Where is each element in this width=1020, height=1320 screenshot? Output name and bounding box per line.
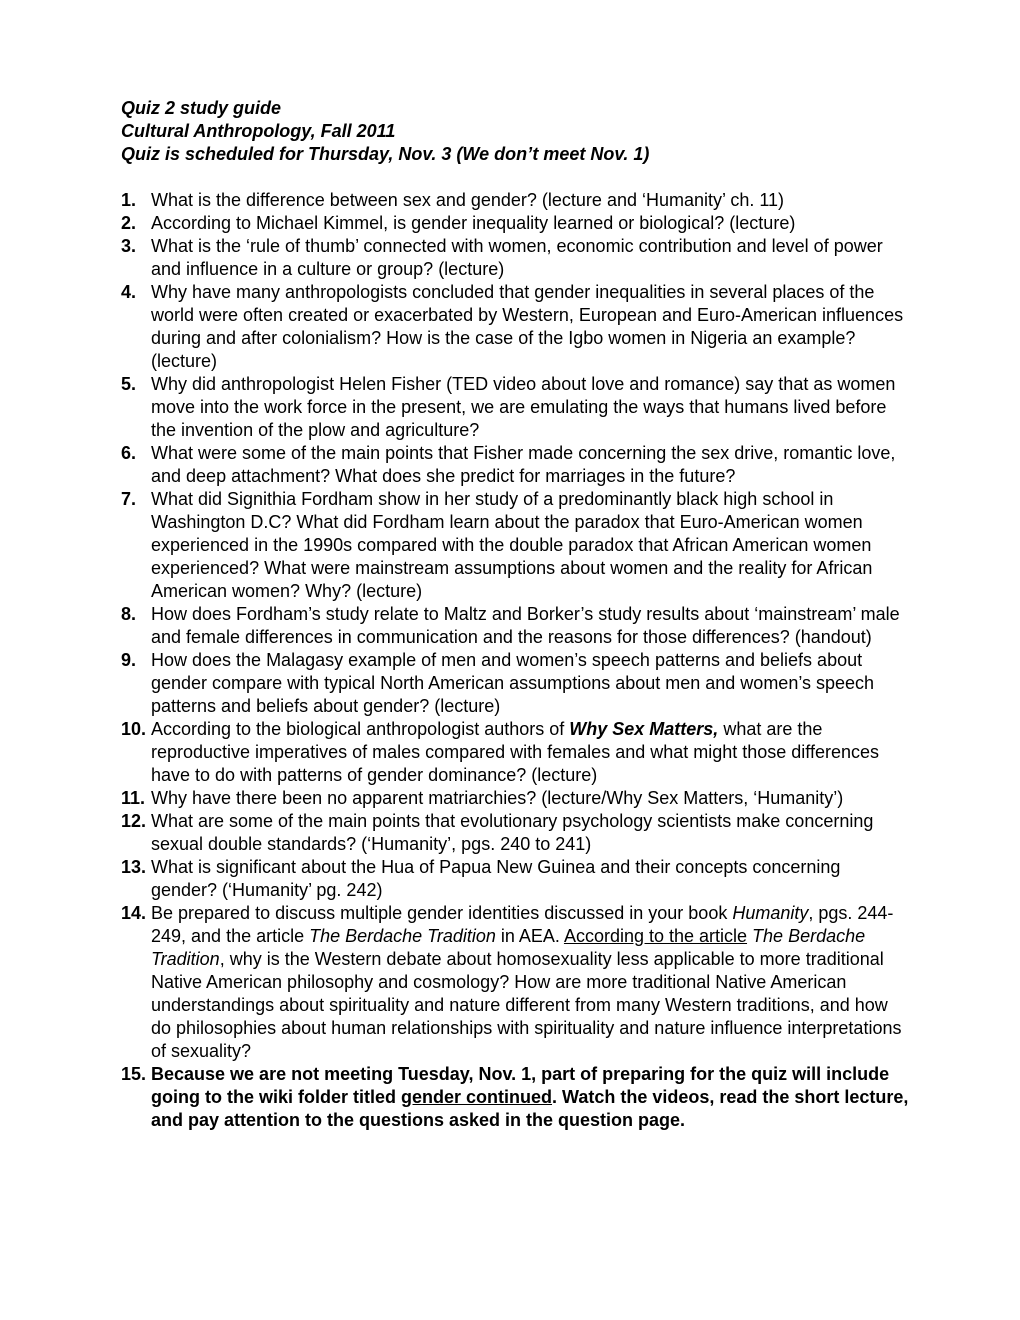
question-text-part: . Watch the videos, read the short lecture, and pay attention to the questions asked in the question page. <box>151 1087 909 1130</box>
document-title: Quiz 2 study guide <box>121 98 282 118</box>
question-text-part: , why is the Western debate about homosexuality less applicable to more traditional Native American philosophy and cosmology? How are more traditional Native American understandings about spirituality and nature different from many Western traditions, and how do philosophies about human relationships with spirituality and nature influence interpretations of sexuality? <box>151 949 902 1061</box>
article-link[interactable]: According to the article <box>563 926 748 946</box>
question-item <box>121 373 911 442</box>
question-text-part: , pgs. 244-249, and the article <box>151 903 894 946</box>
question-text: What are some of the main points that evolutionary psychology scientists make concerning sexual double standards? (‘Humanity’, pgs. 240 to 241) <box>151 811 874 854</box>
question-number: 11. <box>121 788 146 808</box>
question-text: What is the difference between sex and gender? (lecture and ‘Humanity’ ch. 11) <box>151 190 785 210</box>
question-item <box>121 649 911 718</box>
question-text-part: Because we are not meeting Tuesday, Nov. 1, part of preparing for the quiz will include going to the wiki folder titled <box>151 1064 890 1107</box>
question-item <box>121 603 911 649</box>
question-text <box>151 902 911 1063</box>
question-number: 7. <box>121 489 137 509</box>
question-list <box>121 189 911 1132</box>
article-title: The Berdache Tradition <box>151 926 866 969</box>
question-number: 9. <box>121 650 137 670</box>
question-number: 13. <box>121 857 147 877</box>
question-item <box>121 1063 911 1132</box>
question-item <box>121 442 911 488</box>
question-item <box>121 212 911 235</box>
question-text-part: Be prepared to discuss multiple gender identities discussed in your book <box>151 903 733 923</box>
question-text-part: what are the reproductive imperatives of males compared with females and what might those differences have to do with patterns of gender dominance? (lecture) <box>151 719 880 785</box>
question-number: 1. <box>121 190 137 210</box>
course-name: Cultural Anthropology, Fall 2011 <box>121 121 396 141</box>
question-text: What were some of the main points that Fisher made concerning the sex drive, romantic love, and deep attachment? What does she predict for marriages in the future? <box>151 443 896 486</box>
question-text-part: in AEA. <box>495 926 564 946</box>
article-title: The Berdache Tradition <box>309 926 496 946</box>
question-item <box>121 235 911 281</box>
book-title: Why Sex Matters, <box>569 719 719 739</box>
question-item <box>121 856 911 902</box>
book-title: Humanity <box>732 903 809 923</box>
question-number: 10. <box>121 719 147 739</box>
question-text: Why have there been no apparent matriarchies? (lecture/Why Sex Matters, ‘Humanity’) <box>151 788 844 808</box>
question-item <box>121 810 911 856</box>
question-text: How does Fordham’s study relate to Maltz and Borker’s study results about ‘mainstream’ male and female differences in communication and the reasons for those differences? (handout) <box>151 604 900 647</box>
question-text: Why have many anthropologists concluded that gender inequalities in several places of the world were often created or exacerbated by Western, European and Euro-American influences during and after colonialism? How is the case of the Igbo women in Nigeria an example? (lecture) <box>151 282 904 371</box>
question-text: According to Michael Kimmel, is gender inequality learned or biological? (lecture) <box>151 213 796 233</box>
question-item <box>121 281 911 373</box>
question-number: 6. <box>121 443 137 463</box>
question-text: Why did anthropologist Helen Fisher (TED video about love and romance) say that as women move into the work force in the present, we are emulating the ways that humans lived before the invention of the plow and agriculture? <box>151 374 896 440</box>
question-number: 8. <box>121 604 137 624</box>
question-text <box>151 718 911 787</box>
question-item <box>121 718 911 787</box>
question-number: 3. <box>121 236 137 256</box>
question-text: What is significant about the Hua of Papua New Guinea and their concepts concerning gender? (‘Humanity’ pg. 242) <box>151 857 841 900</box>
question-text: How does the Malagasy example of men and women’s speech patterns and beliefs about gender compare with typical North American assumptions about men and women’s speech patterns and beliefs about gender? (lecture) <box>151 650 875 716</box>
question-number: 14. <box>121 903 147 923</box>
question-number: 4. <box>121 282 137 302</box>
question-item <box>121 488 911 603</box>
question-item <box>121 902 911 1063</box>
quiz-schedule: Quiz is scheduled for Thursday, Nov. 3 (We don’t meet Nov. 1) <box>121 144 650 164</box>
question-number: 12. <box>121 811 147 831</box>
question-text-part: According to the biological anthropologist authors of <box>151 719 570 739</box>
question-text: What did Signithia Fordham show in her study of a predominantly black high school in Washington D.C? What did Fordham learn about the paradox that Euro-American women experienced in the 1990s compared with the double paradox that African American women experienced? What were mainstream assumptions about women and the reality for African American women? Why? (lecture) <box>151 489 873 601</box>
question-number: 15. <box>121 1064 147 1084</box>
wiki-folder-link[interactable]: gender continued <box>401 1087 553 1107</box>
question-item <box>121 189 911 212</box>
question-number: 5. <box>121 374 137 394</box>
question-item <box>121 787 911 810</box>
question-text: What is the ‘rule of thumb’ connected with women, economic contribution and level of power and influence in a culture or group? (lecture) <box>151 236 883 279</box>
document-page <box>121 97 911 1132</box>
question-text <box>151 1063 911 1132</box>
question-number: 2. <box>121 213 137 233</box>
